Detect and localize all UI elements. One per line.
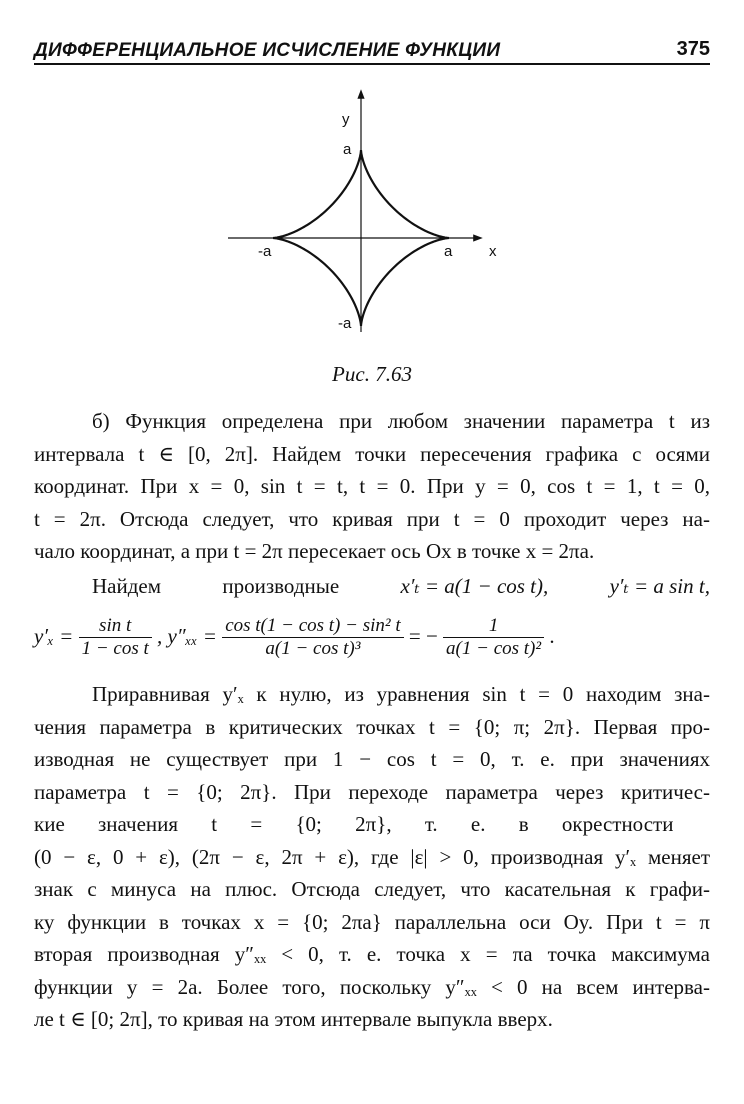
neg-a-left-label: -a [258, 243, 272, 260]
yxx-numerator: cos t(1 − cos t) − sin² t [222, 615, 403, 638]
paragraph-b [34, 405, 710, 568]
text-line: координат. При x = 0, sin t = t, t = 0. При y = 0, cos t = 1, t = 0, [34, 474, 710, 498]
a-right-label: a [444, 243, 453, 260]
word-proizvodnye: производные [222, 574, 340, 598]
yx-denominator: 1 − cos t [81, 638, 149, 660]
astroid-plot [0, 80, 744, 370]
yx-label: y′ₓ = [34, 623, 74, 648]
y-axis-label: y [342, 111, 350, 128]
formula-end: . [549, 623, 555, 648]
header-rule [34, 63, 710, 65]
yxx-label: , y″ₓₓ = [157, 623, 217, 648]
text-line: параметра t = {0; 2π}. При переходе параметра через критичес- [34, 779, 710, 804]
figure-caption: Рис. 7.63 [332, 362, 412, 386]
page-number: 375 [676, 38, 710, 60]
text-line: чения параметра в критических точках t = {0; π; 2π}. Первая про- [34, 714, 710, 739]
derivative-formula [34, 603, 710, 669]
text-line: t = 2π. Отсюда следует, что кривая при t = 0 проходит через на- [34, 506, 710, 531]
a-top-label: a [343, 141, 352, 158]
text-line: изводная не существует при 1 − cos t = 0, т. е. при значениях [34, 747, 710, 771]
text-line: чало координат, а при t = 2π пересекает ось Ox в точке x = 2πa. [34, 539, 595, 563]
text-line: (0 − ε, 0 + ε), (2π − ε, 2π + ε), где |ε| > 0, производная y′ₓ меняет [34, 844, 710, 869]
derivatives-intro [34, 570, 710, 603]
result-fraction [443, 615, 544, 660]
paragraph-analysis [34, 678, 710, 1036]
yx-numerator: sin t [79, 615, 152, 638]
result-numerator: 1 [443, 615, 544, 638]
yxx-fraction [222, 615, 403, 660]
text-line: ле t ∈ [0; 2π], то кривая на этом интервале выпукла вверх. [34, 1007, 553, 1031]
word-naydem: Найдем [92, 574, 162, 598]
equals-minus: = − [408, 623, 438, 648]
text-line: кие значения t = {0; 2π}, т. е. в окрестности [34, 812, 674, 836]
text-line: интервала t ∈ [0, 2π]. Найдем точки пересечения графика с осями [34, 441, 710, 466]
text-line: функции y = 2a. Более того, поскольку y″ₓₓ < 0 на всем интерва- [34, 974, 710, 999]
text-line: знак с минуса на плюс. Отсюда следует, что касательная к графи- [34, 877, 710, 901]
xt-derivative: x′ₜ = a(1 − cos t), [400, 574, 549, 598]
text-line: ку функции в точках x = {0; 2πa} параллельна оси Oy. При t = π [34, 909, 710, 934]
x-axis-label: x [489, 243, 497, 260]
result-denominator: a(1 − cos t)² [446, 638, 542, 660]
astroid-figure [0, 80, 744, 370]
page-header [34, 36, 710, 64]
text-line: Приравнивая y′ₓ к нулю, из уравнения sin t = 0 находим зна- [92, 682, 710, 706]
text-line: вторая производная y″ₓₓ < 0, т. е. точка x = πa точка максимума [34, 942, 710, 966]
yx-fraction [79, 615, 152, 660]
running-title: ДИФФЕРЕНЦИАЛЬНОЕ ИСЧИСЛЕНИЕ ФУНКЦИИ [34, 40, 501, 61]
yt-derivative: y′ₜ = a sin t, [609, 574, 710, 598]
neg-a-bottom-label: -a [338, 315, 352, 332]
text-line: б) Функция определена при любом значении параметра t из [92, 409, 710, 433]
yxx-denominator: a(1 − cos t)³ [265, 638, 361, 660]
derivatives-block [34, 570, 710, 669]
